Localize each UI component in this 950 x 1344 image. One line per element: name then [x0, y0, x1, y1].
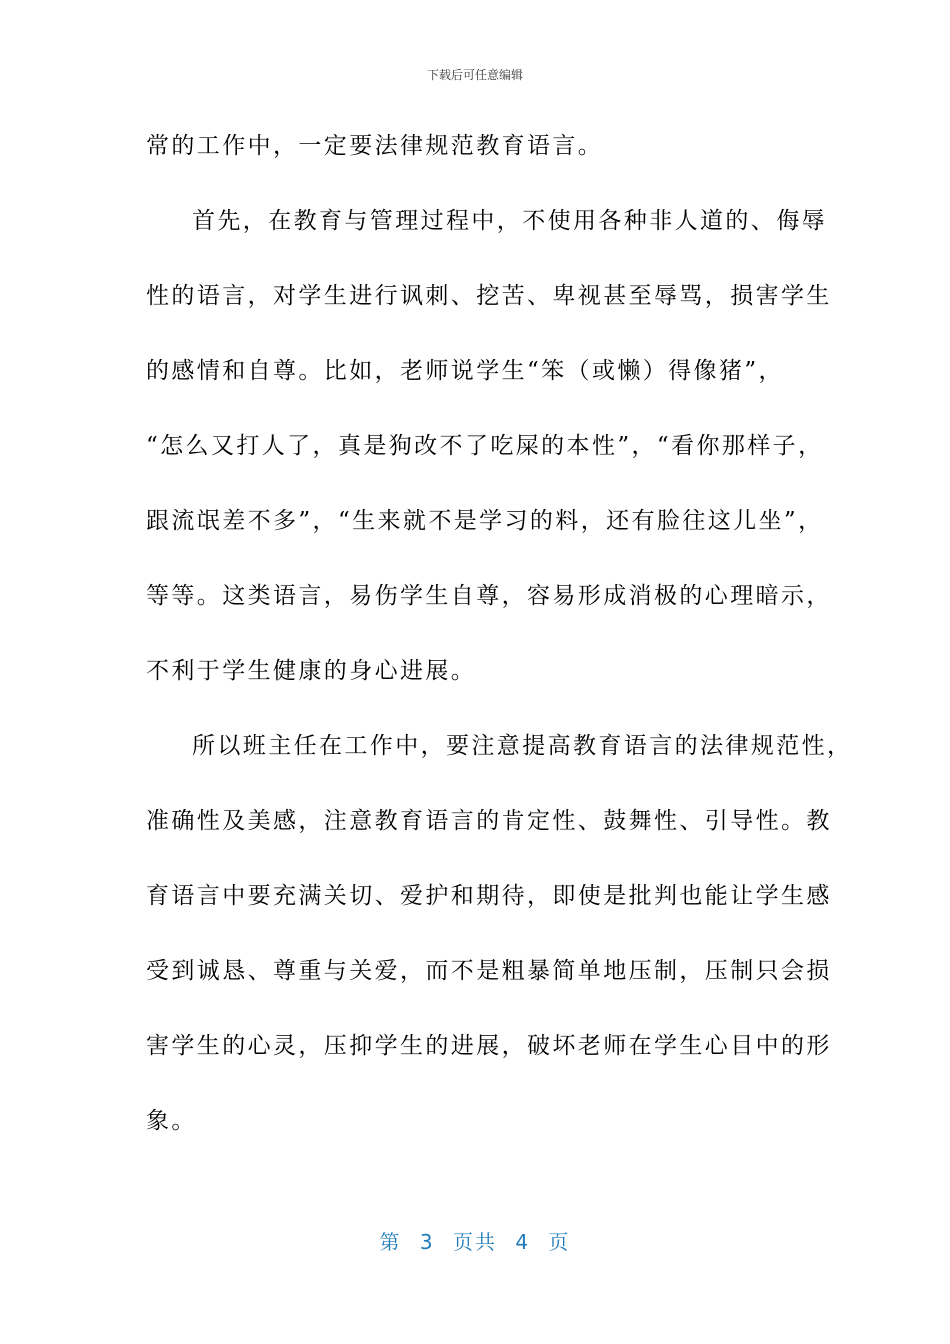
text-line: 育语言中要充满关切、爱护和期待，即使是批判也能让学生感	[146, 883, 832, 909]
text-line: 常的工作中，一定要法律规范教育语言。	[146, 133, 604, 159]
text-line: 象。	[146, 1108, 197, 1134]
text-line: 不利于学生健康的身心进展。	[146, 658, 477, 684]
paragraph-start-line: 所以班主任在工作中，要注意提高教育语言的法律规范性，	[192, 733, 853, 759]
paragraph-start-line: 首先，在教育与管理过程中，不使用各种非人道的、侮辱	[192, 208, 827, 234]
page-number-footer: 第 3 页共 4 页	[379, 1230, 571, 1254]
text-line: 跟流氓差不多”，“生来就不是学习的料，还有脸往这儿坐”，	[146, 508, 824, 534]
text-line: 害学生的心灵，压抑学生的进展，破坏老师在学生心目中的形	[146, 1033, 832, 1059]
text-line: 受到诚恳、尊重与关爱，而不是粗暴简单地压制，压制只会损	[146, 958, 832, 984]
text-line: 准确性及美感，注意教育语言的肯定性、鼓舞性、引导性。教	[146, 808, 832, 834]
page-header: 下载后可任意编辑	[426, 68, 523, 82]
text-line: 性的语言，对学生进行讽刺、挖苦、卑视甚至辱骂，损害学生	[146, 283, 832, 309]
text-line: 等等。这类语言，易伤学生自尊，容易形成消极的心理暗示，	[146, 583, 832, 609]
text-line: 的感情和自尊。比如，老师说学生“笨（或懒）得像猪”，	[146, 358, 784, 384]
text-line: “怎么又打人了，真是狗改不了吃屎的本性”，“看你那样子，	[146, 433, 824, 459]
